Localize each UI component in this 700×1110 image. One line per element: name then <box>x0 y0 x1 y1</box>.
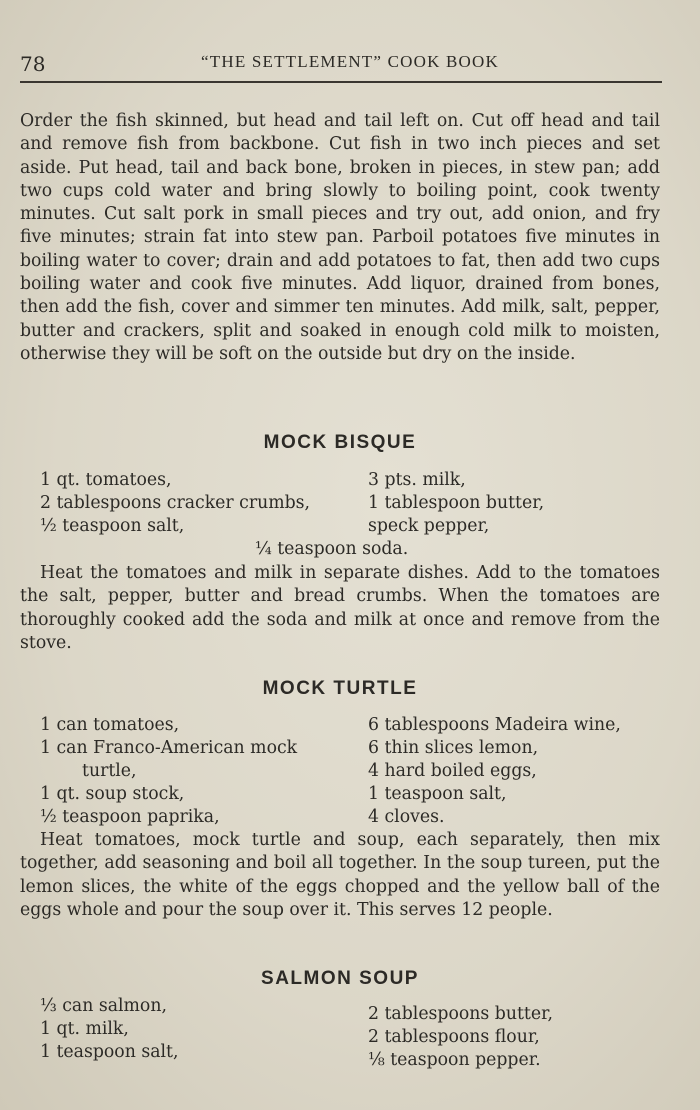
ingredient: 1 qt. milk, <box>40 1019 129 1039</box>
ingredient: 4 hard boiled eggs, <box>368 761 537 781</box>
running-header: “THE SETTLEMENT” COOK BOOK <box>201 52 499 71</box>
mock-bisque-method: Heat the tomatoes and milk in separate dishes. Add to the tomatoes the salt, pepper, butter and bread crumbs. When the tomatoes are thoroughly cooked add the soda and milk at once and remove from the stove. <box>20 563 660 653</box>
ingredient: 1 qt. soup stock, <box>40 784 185 804</box>
ingredient: ⅓ can salmon, <box>40 996 167 1016</box>
ingredient: 1 can tomatoes, <box>40 715 180 735</box>
ingredient: ⅛ teaspoon pepper. <box>368 1050 541 1070</box>
ingredient: 1 can Franco-American mock <box>40 738 298 758</box>
mock-bisque-title: MOCK BISQUE <box>263 432 417 453</box>
ingredient: turtle, <box>82 761 137 781</box>
ingredient: 2 tablespoons butter, <box>368 1004 553 1024</box>
header-rule <box>20 81 662 83</box>
mock-turtle-method: Heat tomatoes, mock turtle and soup, each separately, then mix together, add seasoning and boil all together. In the soup tureen, put the lemon slices, the white of the eggs chopped and the yellow ball of the eggs whole and pour the soup over it. This serves 12 people. <box>20 830 660 920</box>
salmon-soup-title: SALMON SOUP <box>261 968 419 989</box>
ingredient: ½ teaspoon salt, <box>40 516 185 536</box>
ingredient: 6 tablespoons Madeira wine, <box>368 715 621 735</box>
ingredient: 3 pts. milk, <box>368 470 466 490</box>
ingredient: 4 cloves. <box>368 807 445 827</box>
ingredient: 1 teaspoon salt, <box>40 1042 179 1062</box>
ingredient: ½ teaspoon paprika, <box>40 807 220 827</box>
page-number: 78 <box>20 52 46 76</box>
ingredient: ¼ teaspoon soda. <box>255 539 409 559</box>
ingredient: 2 tablespoons cracker crumbs, <box>40 493 311 513</box>
ingredient: 2 tablespoons flour, <box>368 1027 540 1047</box>
ingredient: 1 tablespoon butter, <box>368 493 545 513</box>
mock-turtle-title: MOCK TURTLE <box>262 678 418 699</box>
ingredient: speck pepper, <box>368 516 490 536</box>
ingredient: 1 teaspoon salt, <box>368 784 507 804</box>
intro-paragraph: Order the fish skinned, but head and tail left on. Cut off head and tail and remove fish from backbone. Cut fish in two inch pieces and set aside. Put head, tail and back bone, broken in pieces, in stew pan; add two cups cold water and bring slowly to boiling point, cook twenty minutes. Cut salt pork in small pieces and try out, add onion, and fry five minutes; strain fat into stew pan. Parboil potatoes five minutes in boiling water to cover; drain and add potatoes to fat, then add two cups boiling water and cook five minutes. Add liquor, drained from bones, then add the fish, cover and simmer ten minutes. Add milk, salt, pepper, butter and crackers, split and soaked in enough cold milk to moisten, otherwise they will be soft on the outside but dry on the inside. <box>20 111 660 364</box>
ingredient: 1 qt. tomatoes, <box>40 470 172 490</box>
ingredient: 6 thin slices lemon, <box>368 738 539 758</box>
